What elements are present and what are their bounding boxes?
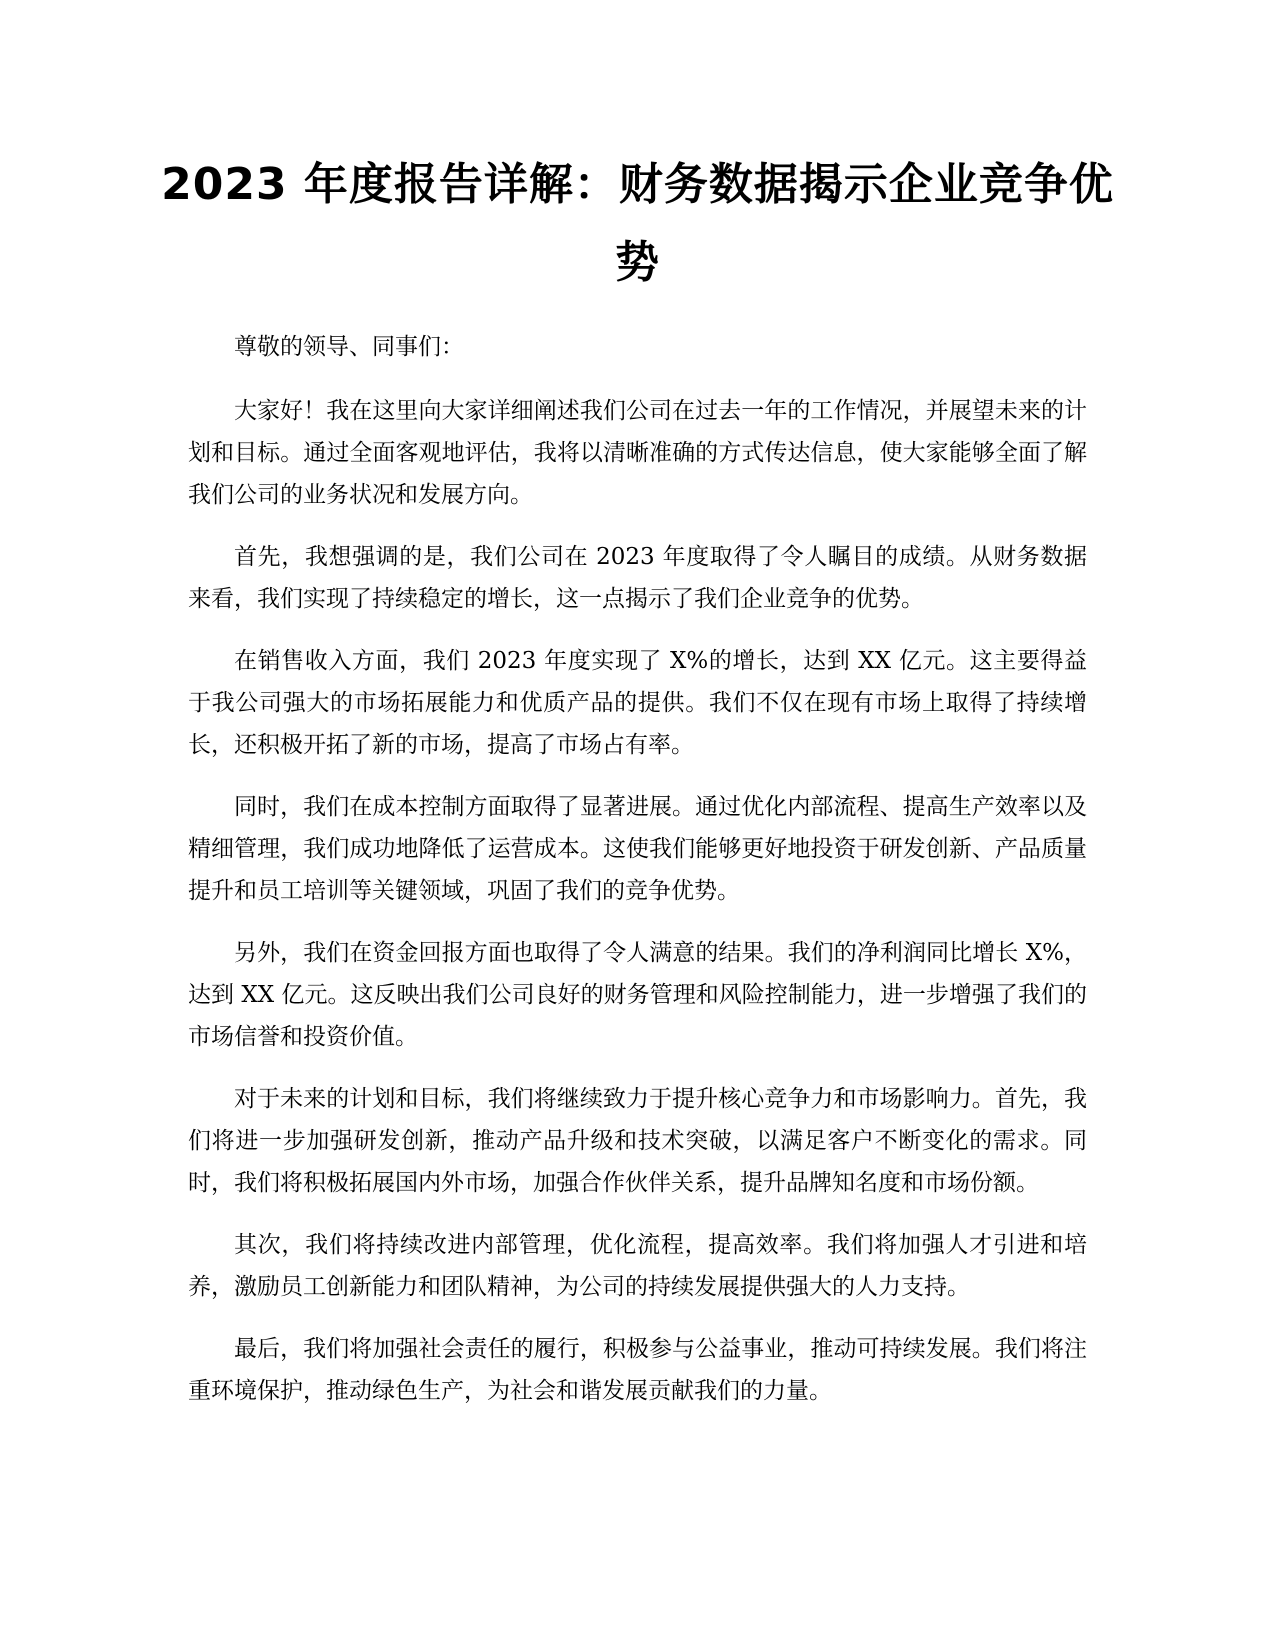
document-body — [188, 326, 1087, 1432]
paragraph-social-responsibility: 最后，我们将加强社会责任的履行，积极参与公益事业，推动可持续发展。我们将注重环境保护，推动绿色生产，为社会和谐发展贡献我们的力量。 — [188, 1336, 1087, 1404]
paragraph-internal-management: 其次，我们将持续改进内部管理，优化流程，提高效率。我们将加强人才引进和培养，激励员工创新能力和团队精神，为公司的持续发展提供强大的人力支持。 — [188, 1232, 1087, 1300]
paragraph-capital-return: 另外，我们在资金回报方面也取得了令人满意的结果。我们的净利润同比增长 X%，达到 XX 亿元。这反映出我们公司良好的财务管理和风险控制能力，进一步增强了我们的市场信誉和投资价值。 — [188, 940, 1087, 1050]
paragraph-achievements: 首先，我想强调的是，我们公司在 2023 年度取得了令人瞩目的成绩。从财务数据来看，我们实现了持续稳定的增长，这一点揭示了我们企业竞争的优势。 — [188, 544, 1087, 612]
salutation: 尊敬的领导、同事们： — [234, 334, 464, 360]
paragraph-greeting: 大家好！我在这里向大家详细阐述我们公司在过去一年的工作情况，并展望未来的计划和目标。通过全面客观地评估，我将以清晰准确的方式传达信息，使大家能够全面了解我们公司的业务状况和发展方向。 — [188, 398, 1087, 508]
paragraph-cost-control: 同时，我们在成本控制方面取得了显著进展。通过优化内部流程、提高生产效率以及精细管理，我们成功地降低了运营成本。这使我们能够更好地投资于研发创新、产品质量提升和员工培训等关键领域，巩固了我们的竞争优势。 — [188, 794, 1087, 904]
paragraph-sales-revenue: 在销售收入方面，我们 2023 年度实现了 X%的增长，达到 XX 亿元。这主要得益于我公司强大的市场拓展能力和优质产品的提供。我们不仅在现有市场上取得了持续增长，还积极开拓了新的市场，提高了市场占有率。 — [188, 648, 1087, 758]
paragraph-future-plans: 对于未来的计划和目标，我们将继续致力于提升核心竞争力和市场影响力。首先，我们将进一步加强研发创新，推动产品升级和技术突破，以满足客户不断变化的需求。同时，我们将积极拓展国内外市场，加强合作伙伴关系，提升品牌知名度和市场份额。 — [188, 1086, 1087, 1196]
document-title: 2023 年度报告详解：财务数据揭示企业竞争优势 — [161, 159, 1114, 288]
